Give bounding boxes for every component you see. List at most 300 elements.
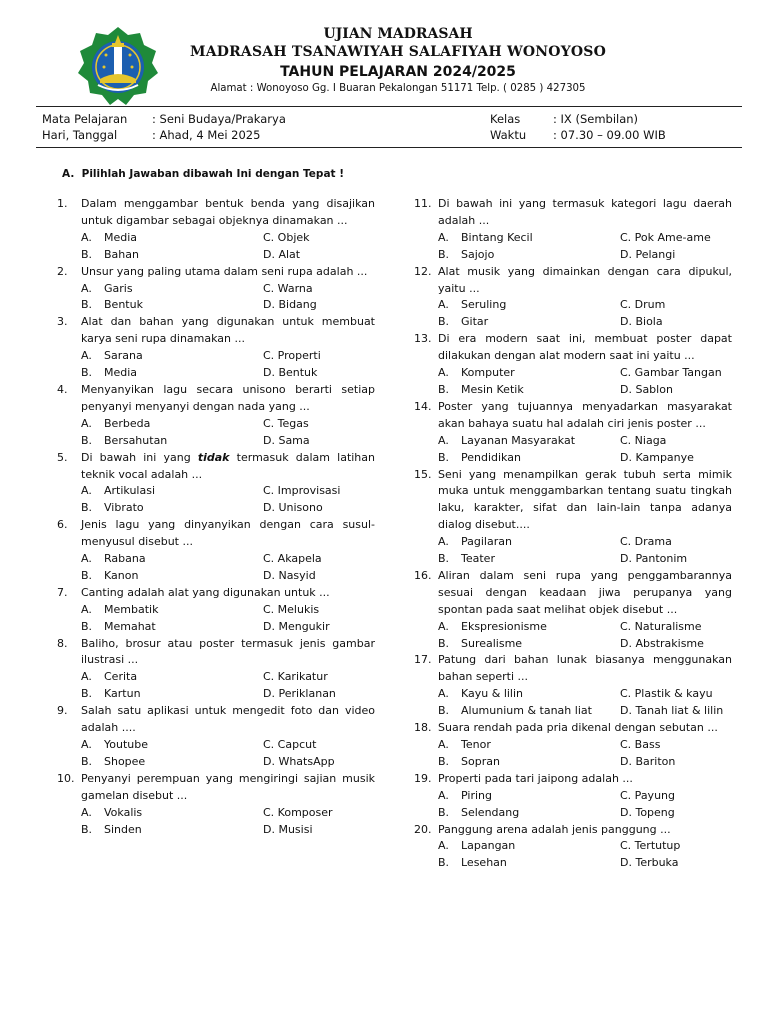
question-number: 13.: [414, 332, 432, 346]
option-a: [81, 551, 263, 568]
option-a: [81, 805, 263, 822]
option-text: Lesehan: [461, 856, 507, 870]
option-a: [81, 483, 263, 500]
question-text: Suara rendah pada pria dikenal dengan sebutan ...: [438, 721, 718, 735]
question-item: [57, 314, 375, 382]
option-b: [438, 703, 620, 720]
question-item: [57, 196, 375, 264]
option-letter: A.: [438, 738, 449, 751]
option-row: [57, 619, 375, 636]
question-text: Properti pada tari jaipong adalah ...: [438, 771, 633, 785]
option-letter: A.: [81, 670, 92, 684]
option-a: [81, 281, 263, 298]
question-number: 11.: [414, 197, 432, 210]
option-a: [81, 737, 263, 754]
option-a: [81, 230, 263, 247]
question-item: [57, 585, 375, 636]
option-letter: A.: [81, 552, 92, 566]
option-c: C. Komposer: [263, 805, 333, 819]
option-row: [414, 314, 732, 331]
question-number: 8.: [57, 636, 68, 650]
question-stem: [57, 585, 375, 602]
option-c: C. Gambar Tangan: [620, 366, 722, 380]
option-a: [81, 348, 263, 365]
question-number: 1.: [57, 197, 68, 210]
question-text: Menyanyikan lagu secara unisono berarti setiap penyanyi menyanyi dengan nada yang ...: [81, 382, 375, 413]
question-stem: [414, 568, 732, 619]
option-row: [57, 754, 375, 771]
option-row: [57, 230, 375, 247]
question-number: 7.: [57, 585, 68, 599]
question-stem: [57, 382, 375, 416]
school-address: Alamat : Wonoyoso Gg. I Buaran Pekalongan 51171 Telp. ( 0285 ) 427305: [210, 83, 586, 94]
option-row: [414, 247, 732, 264]
option-text: Tenor: [461, 738, 491, 751]
option-text: Pagilaran: [461, 535, 512, 549]
option-text: Lapangan: [461, 839, 516, 853]
header-divider: [36, 106, 742, 107]
option-d: D. Alat: [263, 247, 301, 261]
class-label: Kelas: [490, 112, 521, 126]
option-text: Vokalis: [104, 805, 143, 819]
option-b: [81, 619, 263, 636]
option-text: Komputer: [461, 366, 515, 380]
option-text: Media: [104, 366, 138, 380]
option-d: D. Terbuka: [620, 856, 679, 870]
option-text: Teater: [461, 552, 495, 566]
option-b: [81, 686, 263, 703]
option-letter: B.: [81, 822, 93, 836]
question-number: 17.: [414, 653, 432, 667]
option-row: [57, 602, 375, 619]
option-a: [438, 788, 620, 805]
option-row: [414, 450, 732, 467]
option-c: C. Niaga: [620, 433, 667, 447]
option-text: Youtube: [104, 738, 148, 751]
option-row: [57, 568, 375, 585]
question-text-after: termasuk dalam latihan teknik vocal adalah ...: [81, 450, 375, 481]
option-letter: B.: [81, 247, 93, 261]
option-letter: A.: [438, 788, 449, 802]
option-letter: B.: [81, 433, 93, 447]
question-text: Baliho, brosur atau poster termasuk jenis gambar ilustrasi ...: [81, 636, 375, 667]
option-b: [81, 754, 263, 771]
question-column-left: [57, 196, 375, 838]
question-text-emphasis: tidak: [197, 450, 230, 464]
option-row: [414, 805, 732, 822]
question-text: Unsur yang paling utama dalam seni rupa adalah ...: [81, 264, 368, 278]
option-letter: A.: [438, 298, 449, 312]
question-stem: [414, 652, 732, 686]
option-c: C. Tertutup: [620, 839, 681, 853]
option-b: [438, 247, 620, 264]
option-d: D. Bentuk: [263, 366, 318, 380]
question-number: 2.: [57, 264, 68, 278]
question-stem: [57, 517, 375, 551]
question-item: [414, 331, 732, 399]
option-letter: B.: [81, 501, 93, 515]
option-letter: A.: [81, 230, 92, 244]
question-stem: [414, 264, 732, 298]
option-text: Kayu & lilin: [461, 687, 524, 701]
option-row: [414, 636, 732, 653]
question-text: Penyanyi perempuan yang mengiringi sajian musik gamelan disebut ...: [81, 771, 375, 802]
option-c: C. Improvisasi: [263, 484, 341, 498]
question-text: Salah satu aplikasi untuk mengedit foto dan video adalah ....: [81, 704, 375, 735]
option-d: D. Bariton: [620, 754, 676, 768]
option-row: [57, 737, 375, 754]
option-row: [414, 788, 732, 805]
section-heading: [62, 168, 344, 180]
question-stem: [414, 196, 732, 230]
option-letter: A.: [81, 281, 92, 295]
option-text: Pendidikan: [461, 450, 521, 464]
question-number: 6.: [57, 518, 68, 532]
option-text: Sinden: [104, 822, 142, 836]
question-text: Aliran dalam seni rupa yang penggambarannya sesuai dengan keadaan jiwa perupanya yang spontan pada saat melihat objek disebut ...: [438, 568, 732, 616]
option-letter: B.: [438, 247, 450, 261]
question-stem: [57, 771, 375, 805]
question-number: 18.: [414, 721, 432, 735]
question-text: Alat dan bahan yang digunakan untuk membuat karya seni rupa dinamakan ...: [81, 315, 375, 346]
option-b: [81, 568, 263, 585]
question-item: [57, 636, 375, 704]
option-a: [438, 230, 620, 247]
section-letter: A.: [62, 168, 75, 180]
question-number: 10.: [57, 771, 75, 785]
option-text: Rabana: [104, 552, 146, 566]
question-stem: [57, 636, 375, 670]
option-b: [81, 247, 263, 264]
option-row: [57, 297, 375, 314]
option-text: Mesin Ketik: [461, 382, 524, 396]
option-text: Kanon: [104, 568, 139, 582]
question-item: [57, 382, 375, 450]
option-row: [414, 686, 732, 703]
option-text: Surealisme: [461, 636, 523, 650]
option-a: [438, 737, 620, 754]
option-row: [414, 838, 732, 855]
option-b: [81, 500, 263, 517]
option-letter: A.: [438, 366, 449, 380]
question-text: Di era modern saat ini, membuat poster dapat dilakukan dengan alat modern saat ini yaitu ...: [438, 332, 732, 363]
option-letter: A.: [81, 349, 92, 363]
option-row: [57, 822, 375, 839]
info-divider: [36, 147, 742, 148]
question-item: [414, 822, 732, 873]
option-row: [414, 855, 732, 872]
option-d: D. Nasyid: [263, 568, 316, 582]
option-letter: A.: [81, 602, 92, 616]
option-letter: B.: [438, 636, 450, 650]
question-stem: [414, 399, 732, 433]
option-row: [414, 754, 732, 771]
time-value: : 07.30 – 09.00 WIB: [553, 128, 666, 142]
question-text: Patung dari bahan lunak biasanya menggunakan bahan seperti ...: [438, 653, 732, 684]
option-d: D. Pantonim: [620, 552, 688, 566]
question-item: [414, 720, 732, 771]
question-text: Panggung arena adalah jenis panggung ...: [438, 822, 671, 836]
option-c: C. Objek: [263, 230, 310, 244]
option-row: [414, 551, 732, 568]
option-letter: A.: [438, 535, 449, 549]
option-a: [81, 669, 263, 686]
option-text: Alumunium & tanah liat: [461, 704, 592, 718]
option-letter: B.: [438, 754, 450, 768]
option-text: Sarana: [104, 349, 143, 363]
option-letter: A.: [81, 484, 92, 498]
question-text: Seni yang menampilkan gerak tubuh serta mimik muka untuk menggambarkan tentang suatu tingkah laku, karakter, sifat dan lain-lain tanpa adanya dialog disebut....: [438, 467, 732, 532]
option-row: [414, 433, 732, 450]
exam-title: UJIAN MADRASAH: [323, 26, 473, 42]
option-letter: A.: [438, 230, 449, 244]
question-text: Canting adalah alat yang digunakan untuk ...: [81, 585, 330, 599]
option-text: Shopee: [104, 754, 146, 768]
option-c: C. Naturalisme: [620, 619, 702, 633]
section-instruction: Pilihlah Jawaban dibawah Ini dengan Tepat !: [81, 168, 344, 180]
option-letter: B.: [81, 687, 93, 701]
option-row: [57, 281, 375, 298]
option-row: [414, 230, 732, 247]
question-stem: [57, 703, 375, 737]
question-text: Jenis lagu yang dinyanyikan dengan cara susul-menyusul disebut ...: [81, 518, 375, 549]
option-text: Gitar: [461, 315, 489, 329]
question-item: [414, 568, 732, 653]
option-b: [438, 551, 620, 568]
option-text: Sajojo: [461, 247, 495, 261]
question-item: [57, 450, 375, 518]
option-a: [81, 416, 263, 433]
question-stem: [414, 331, 732, 365]
option-letter: A.: [438, 433, 449, 447]
option-b: [438, 382, 620, 399]
question-text-before: Di bawah ini yang: [81, 450, 191, 464]
question-number: 16.: [414, 568, 432, 582]
option-row: [57, 805, 375, 822]
option-text: Garis: [104, 281, 133, 295]
option-letter: A.: [438, 687, 449, 701]
option-b: [438, 855, 620, 872]
option-b: [438, 314, 620, 331]
option-text: Bahan: [104, 247, 139, 261]
question-stem: [414, 720, 732, 737]
option-a: [438, 297, 620, 314]
option-b: [81, 365, 263, 382]
option-d: D. Periklanan: [263, 687, 336, 701]
option-text: Seruling: [461, 298, 507, 312]
option-text: Kartun: [104, 687, 141, 701]
option-letter: B.: [81, 619, 93, 633]
question-number: 5.: [57, 450, 68, 464]
option-letter: B.: [81, 298, 93, 312]
option-text: Bintang Kecil: [461, 230, 533, 244]
question-text: Alat musik yang dimainkan dengan cara dipukul, yaitu ...: [438, 264, 732, 295]
option-c: C. Melukis: [263, 602, 320, 616]
option-row: [57, 483, 375, 500]
option-text: Vibrato: [104, 501, 144, 515]
option-c: C. Akapela: [263, 552, 322, 566]
option-c: C. Karikatur: [263, 670, 328, 684]
option-d: D. Pelangi: [620, 247, 676, 261]
option-row: [57, 433, 375, 450]
time-label: Waktu: [490, 128, 527, 142]
option-d: D. Mengukir: [263, 619, 330, 633]
class-value: : IX (Sembilan): [553, 112, 639, 126]
question-stem: [414, 771, 732, 788]
option-letter: B.: [81, 754, 93, 768]
option-row: [414, 703, 732, 720]
option-row: [414, 297, 732, 314]
question-number: 9.: [57, 704, 68, 718]
question-number: 20.: [414, 822, 432, 836]
option-letter: A.: [438, 839, 449, 853]
option-row: [414, 534, 732, 551]
question-column-right: [414, 196, 732, 872]
option-letter: B.: [81, 568, 93, 582]
option-text: Cerita: [104, 670, 138, 684]
option-a: [438, 838, 620, 855]
option-row: [57, 365, 375, 382]
option-row: [57, 247, 375, 264]
option-text: Berbeda: [104, 416, 151, 430]
question-item: [414, 652, 732, 720]
question-item: [57, 264, 375, 315]
option-c: C. Properti: [263, 349, 321, 363]
option-letter: B.: [438, 315, 450, 329]
question-stem: [57, 196, 375, 230]
option-text: Layanan Masyarakat: [461, 433, 576, 447]
option-b: [438, 754, 620, 771]
option-text: Selendang: [461, 805, 520, 819]
question-item: [414, 196, 732, 264]
question-number: 15.: [414, 467, 432, 481]
question-stem: [57, 450, 375, 484]
question-stem: [414, 467, 732, 535]
option-d: D. Bidang: [263, 298, 317, 312]
option-c: C. Pok Ame-ame: [620, 230, 711, 244]
question-number: 12.: [414, 264, 432, 278]
question-text: Dalam menggambar bentuk benda yang disajikan untuk digambar sebagai objeknya dinamakan ...: [81, 197, 375, 227]
option-text: Bentuk: [104, 298, 143, 312]
option-b: [438, 636, 620, 653]
academic-year: TAHUN PELAJARAN 2024/2025: [280, 64, 516, 80]
option-d: D. Kampanye: [620, 450, 694, 464]
option-a: [81, 602, 263, 619]
option-c: C. Capcut: [263, 738, 317, 751]
option-letter: B.: [438, 552, 450, 566]
option-d: D. Biola: [620, 315, 663, 329]
option-c: C. Plastik & kayu: [620, 687, 713, 701]
option-c: C. Drum: [620, 298, 666, 312]
option-text: Memahat: [104, 619, 156, 633]
option-letter: B.: [438, 805, 450, 819]
option-letter: A.: [81, 416, 92, 430]
question-item: [414, 399, 732, 467]
option-a: [438, 365, 620, 382]
question-number: 14.: [414, 399, 432, 413]
option-letter: A.: [438, 619, 449, 633]
option-a: [438, 534, 620, 551]
option-text: Bersahutan: [104, 433, 168, 447]
option-letter: A.: [81, 805, 92, 819]
question-item: [414, 467, 732, 568]
option-b: [438, 805, 620, 822]
option-letter: B.: [438, 856, 450, 870]
option-text: Membatik: [104, 602, 159, 616]
option-text: Sopran: [461, 754, 500, 768]
question-text: Poster yang tujuannya menyadarkan masyarakat akan bahaya suatu hal adalah ciri jenis poster ...: [438, 399, 732, 430]
option-d: D. Sama: [263, 433, 310, 447]
option-row: [57, 686, 375, 703]
option-row: [414, 382, 732, 399]
option-c: C. Payung: [620, 788, 675, 802]
question-text: Di bawah ini yang termasuk kategori lagu daerah adalah ...: [438, 197, 732, 227]
option-b: [81, 297, 263, 314]
option-row: [414, 365, 732, 382]
question-item: [414, 264, 732, 332]
option-b: [81, 822, 263, 839]
question-stem: [57, 264, 375, 281]
date-value: : Ahad, 4 Mei 2025: [152, 128, 261, 142]
option-row: [414, 737, 732, 754]
option-b: [438, 450, 620, 467]
question-stem: [57, 314, 375, 348]
option-letter: B.: [438, 704, 450, 718]
option-d: D. Musisi: [263, 822, 313, 836]
option-a: [438, 686, 620, 703]
option-d: D. Abstrakisme: [620, 636, 704, 650]
option-letter: A.: [81, 738, 92, 751]
option-letter: B.: [81, 366, 93, 380]
question-text: [81, 450, 375, 484]
question-number: 3.: [57, 315, 68, 329]
option-d: D. Unisono: [263, 501, 323, 515]
question-number: 19.: [414, 771, 432, 785]
date-label: Hari, Tanggal: [42, 128, 118, 142]
question-stem: [414, 822, 732, 839]
question-item: [57, 771, 375, 839]
option-row: [57, 416, 375, 433]
question-item: [57, 703, 375, 771]
option-text: Media: [104, 230, 138, 244]
option-c: C. Drama: [620, 535, 672, 549]
option-c: C. Tegas: [263, 416, 309, 430]
option-d: D. WhatsApp: [263, 754, 335, 768]
subject-value: : Seni Budaya/Prakarya: [152, 112, 286, 126]
option-a: [438, 619, 620, 636]
option-d: D. Tanah liat & lilin: [620, 704, 724, 718]
question-item: [57, 517, 375, 585]
option-c: C. Warna: [263, 281, 313, 295]
option-d: D. Sablon: [620, 382, 673, 396]
option-text: Piring: [461, 788, 492, 802]
school-name: MADRASAH TSANAWIYAH SALAFIYAH WONOYOSO: [190, 44, 606, 60]
option-letter: B.: [438, 382, 450, 396]
option-row: [57, 500, 375, 517]
option-d: D. Topeng: [620, 805, 675, 819]
option-row: [414, 619, 732, 636]
subject-label: Mata Pelajaran: [42, 112, 128, 126]
question-number: 4.: [57, 382, 68, 396]
question-item: [414, 771, 732, 822]
option-b: [81, 433, 263, 450]
option-a: [438, 433, 620, 450]
option-row: [57, 551, 375, 568]
option-text: Artikulasi: [104, 484, 156, 498]
option-row: [57, 348, 375, 365]
option-text: Ekspresionisme: [461, 619, 547, 633]
option-c: C. Bass: [620, 738, 661, 751]
